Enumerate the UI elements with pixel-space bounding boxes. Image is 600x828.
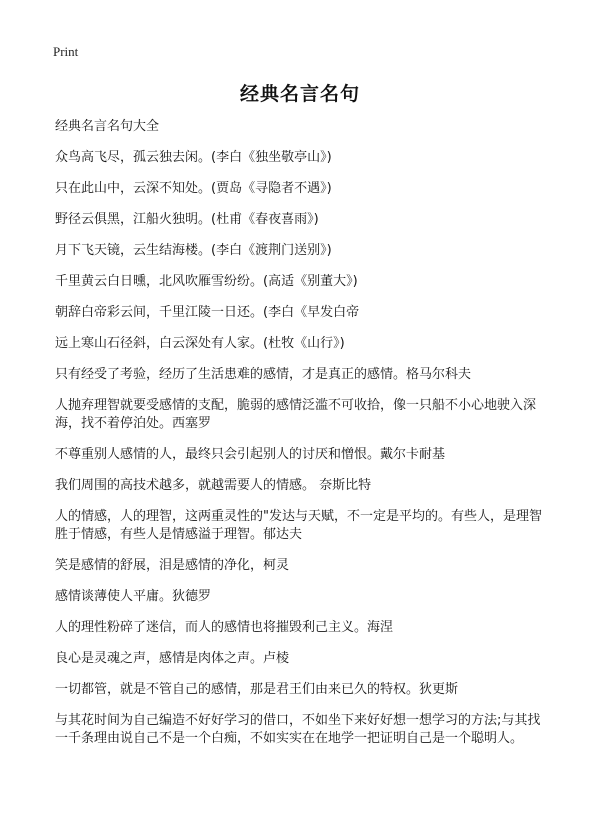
quote-line: 野径云俱黑，江船火独明。(杜甫《春夜喜雨》) xyxy=(55,212,319,227)
quote-line: 远上寒山石径斜，白云深处有人家。(杜牧《山行》) xyxy=(55,336,345,351)
quote-line: 笑是感情的舒展，泪是感情的净化，柯灵 xyxy=(55,558,290,573)
quote-line: 一切都管，就是不管自己的感情，那是君王们由来已久的特权。狄更斯 xyxy=(55,682,459,697)
document-title: 经典名言名句 xyxy=(239,83,360,105)
quote-line: 不尊重别人感情的人，最终只会引起别人的讨厌和憎恨。戴尔卡耐基 xyxy=(55,447,446,462)
quote-line: 与其花时间为自己编造不好好学习的借口，不如坐下来好好想一想学习的方法;与其找一千条理由说自己不是一个白痴，不如实实在在地学一把证明自己是一个聪明人。 xyxy=(55,713,541,746)
quote-line: 只在此山中，云深不知处。(贾岛《寻隐者不遇》) xyxy=(55,181,332,196)
document-body xyxy=(55,118,550,761)
quote-line: 人的理性粉碎了迷信，而人的感情也将摧毁利己主义。海涅 xyxy=(55,620,394,635)
quote-line: 月下飞天镜，云生结海楼。(李白《渡荆门送别》) xyxy=(55,243,332,258)
quote-line: 众鸟高飞尽，孤云独去闲。(李白《独坐敬亭山》) xyxy=(55,150,332,165)
quote-line: 良心是灵魂之声，感情是肉体之声。卢棱 xyxy=(55,651,290,666)
print-link[interactable]: Print xyxy=(53,44,79,59)
quote-line: 朝辞白帝彩云间，千里江陵一日还。(李白《早发白帝 xyxy=(55,305,360,320)
quote-line: 人抛弃理智就要受感情的支配，脆弱的感情泛滥不可收拾，像一只船不小心地驶入深海，找不着停泊处。西塞罗 xyxy=(55,398,537,431)
quote-line: 千里黄云白日曛，北风吹雁雪纷纷。(高适《别董大》) xyxy=(55,274,358,289)
quote-line: 我们周围的高技术越多，就越需要人的情感。 奈斯比特 xyxy=(55,478,372,493)
quote-line: 人的情感，人的理智，这两重灵性的"发达与天赋，不一定是平均的。有些人，是理智胜于情感，有些人是情感溢于理智。郁达夫 xyxy=(55,509,542,542)
quote-line: 感情谈薄使人平庸。狄德罗 xyxy=(55,589,212,604)
quote-line: 只有经受了考验，经历了生活患难的感情，才是真正的感情。格马尔科夫 xyxy=(55,367,472,382)
paragraph-heading: 经典名言名句大全 xyxy=(55,119,160,134)
